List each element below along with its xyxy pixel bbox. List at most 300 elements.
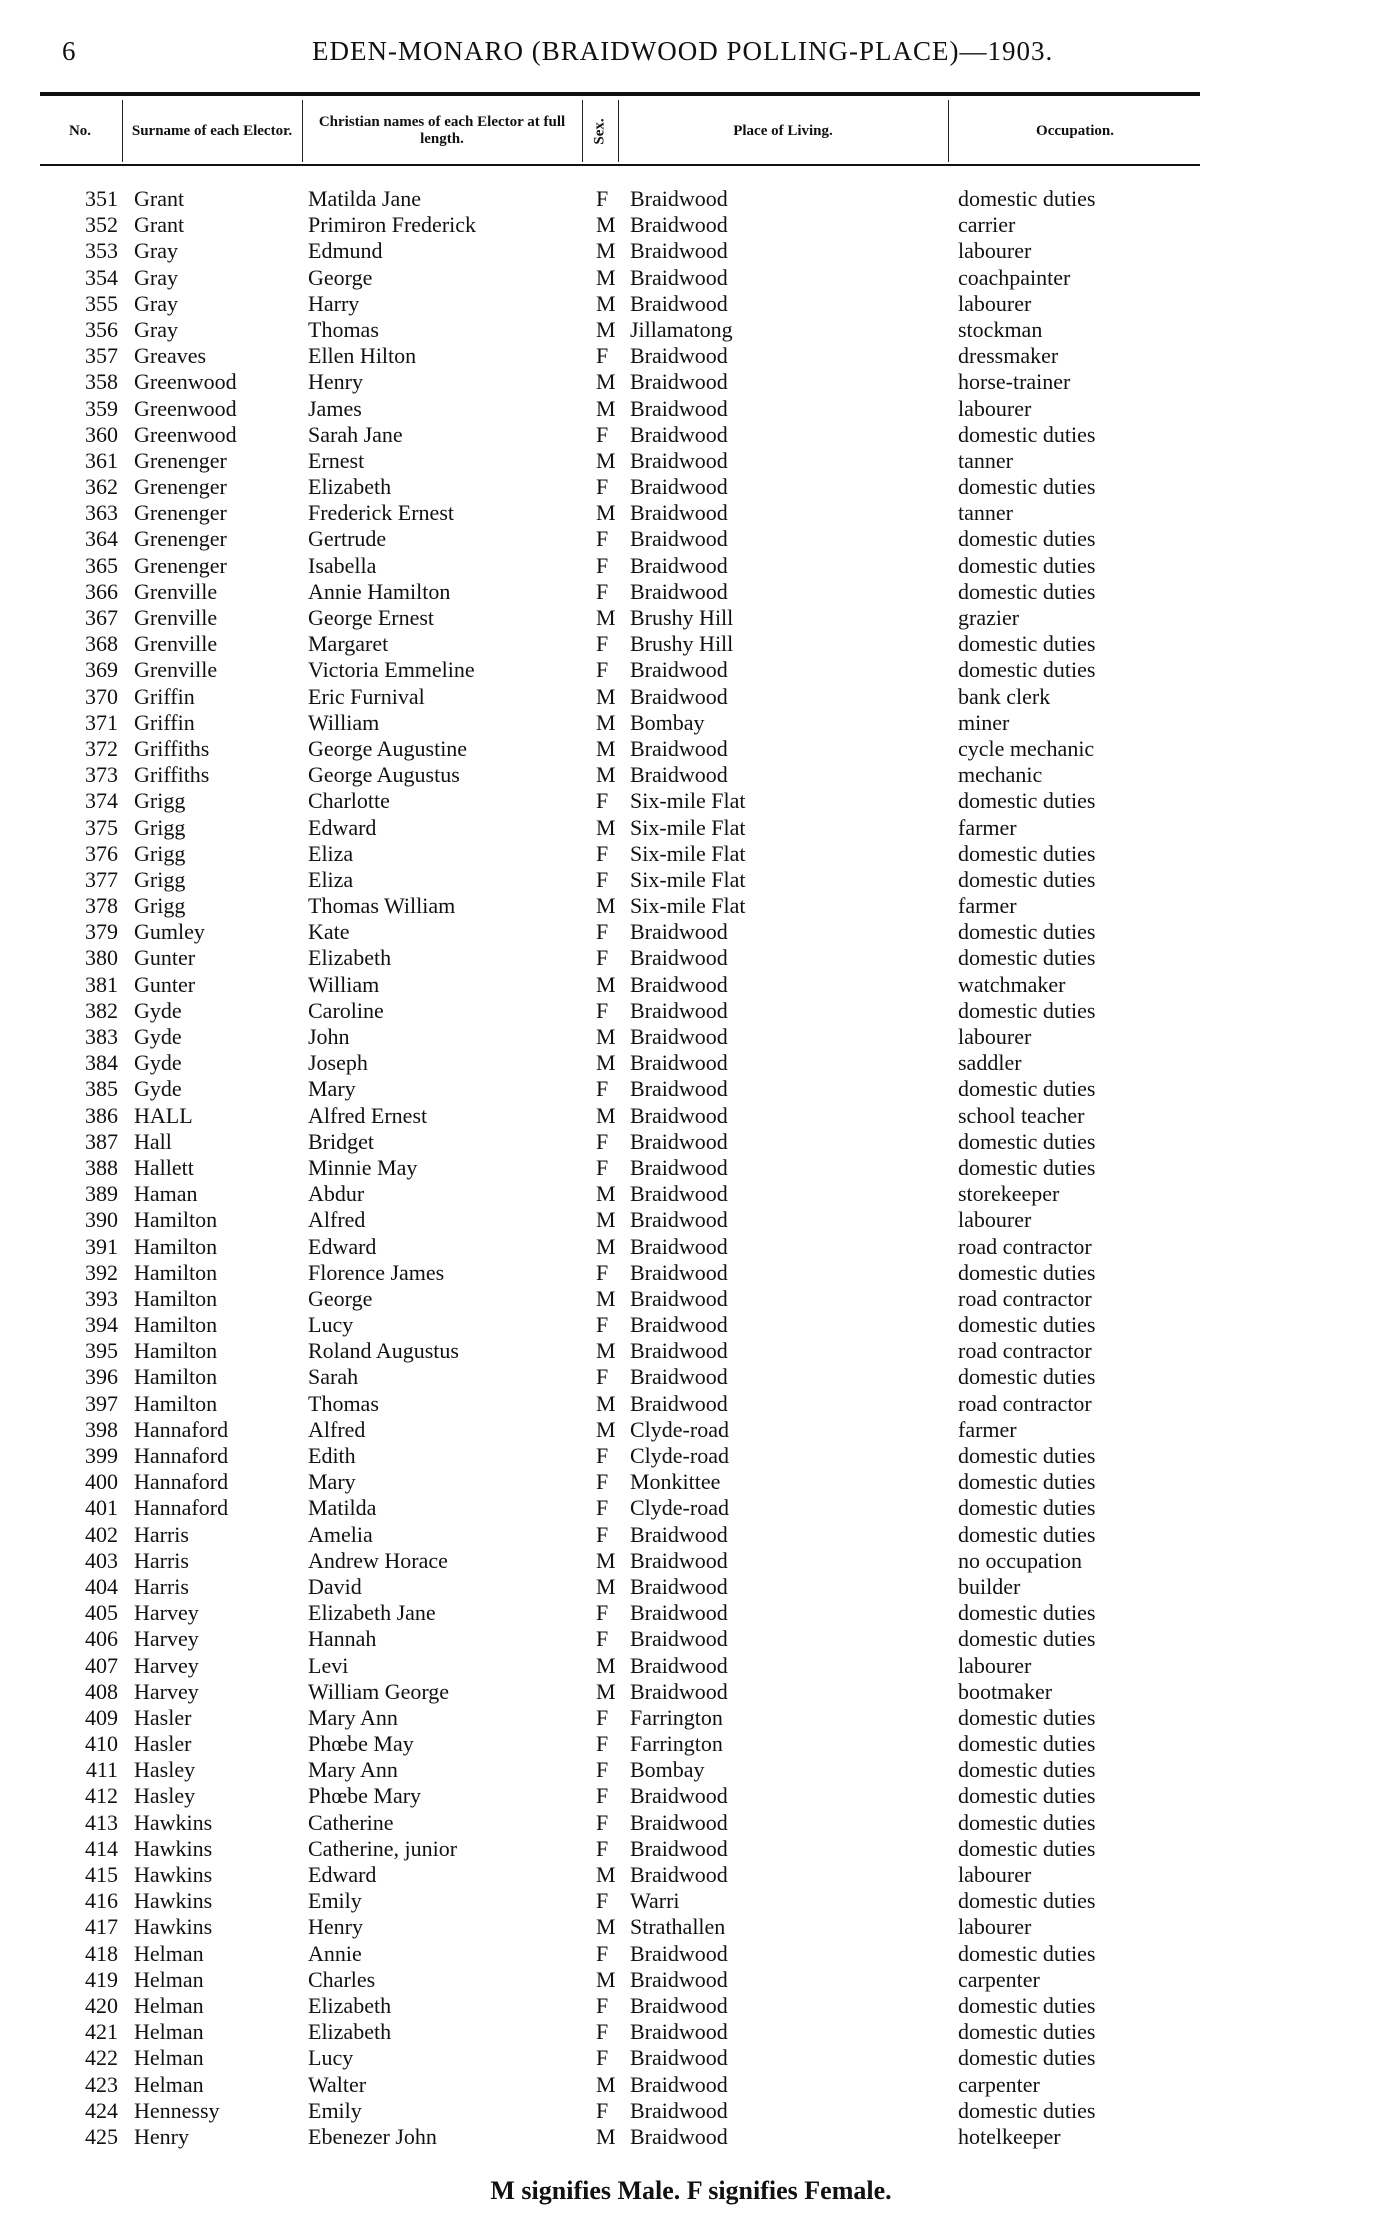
elector-surname: Griffin (134, 683, 195, 709)
elector-christian-names: Mary Ann (308, 1704, 398, 1730)
elector-occupation: domestic duties (958, 186, 1096, 211)
elector-place: Braidwood (630, 578, 728, 604)
elector-christian-names: Edward (308, 1862, 377, 1887)
table-row (0, 448, 1382, 474)
table-row (0, 291, 1382, 317)
elector-sex: M (596, 1652, 616, 1678)
elector-surname: Grigg (134, 788, 186, 814)
elector-sex: F (596, 186, 609, 211)
elector-christian-names: George Augustus (308, 762, 460, 788)
table-row (0, 919, 1382, 945)
elector-occupation: watchmaker (958, 971, 1066, 997)
header-rule-bottom (40, 164, 1200, 166)
elector-occupation: domestic duties (958, 1992, 1096, 2018)
elector-place: Braidwood (630, 1259, 728, 1285)
elector-occupation: farmer (958, 814, 1017, 840)
elector-sex: M (596, 814, 616, 840)
elector-surname: Harvey (134, 1678, 199, 1704)
elector-place: Braidwood (630, 264, 728, 290)
elector-christian-names: Ebenezer John (308, 2123, 437, 2149)
elector-place: Braidwood (630, 1992, 728, 2018)
elector-surname: Hawkins (134, 1862, 213, 1887)
elector-place: Braidwood (630, 1076, 728, 1102)
elector-sex: M (596, 369, 616, 395)
elector-sex: F (596, 997, 609, 1023)
elector-christian-names: Matilda (308, 1495, 377, 1521)
elector-place: Braidwood (630, 1312, 728, 1338)
elector-christian-names: James (308, 395, 362, 421)
page-title: EDEN-MONARO (BRAIDWOOD POLLING-PLACE)—1903. (312, 36, 1054, 66)
elector-christian-names: Edith (308, 1443, 356, 1468)
elector-christian-names: Emily (308, 2097, 362, 2123)
elector-number: 382 (85, 997, 118, 1023)
elector-number: 355 (85, 290, 118, 316)
elector-surname: Gyde (134, 1024, 182, 1049)
elector-number: 425 (85, 2123, 118, 2149)
elector-number: 377 (85, 866, 118, 892)
elector-sex: M (596, 971, 616, 997)
elector-christian-names: Harry (308, 290, 360, 316)
table-row (0, 972, 1382, 998)
elector-place: Braidwood (630, 1626, 728, 1652)
col-header-no: No. (68, 122, 92, 139)
elector-sex: F (596, 552, 609, 578)
elector-christian-names: Henry (308, 369, 363, 395)
elector-number: 392 (85, 1259, 118, 1285)
elector-number: 370 (85, 683, 118, 709)
elector-sex: F (596, 1259, 609, 1285)
elector-occupation: domestic duties (958, 1940, 1096, 1966)
elector-place: Brushy Hill (630, 605, 734, 630)
elector-number: 364 (85, 526, 118, 552)
table-row (0, 1260, 1382, 1286)
table-row (0, 1129, 1382, 1155)
elector-surname: Hannaford (134, 1443, 229, 1468)
elector-surname: Grenville (134, 657, 218, 683)
elector-occupation: domestic duties (958, 2097, 1096, 2123)
elector-surname: Hallett (134, 1154, 194, 1180)
table-row (0, 1155, 1382, 1181)
elector-occupation: domestic duties (958, 1600, 1096, 1626)
elector-occupation: domestic duties (958, 788, 1096, 814)
elector-number: 413 (85, 1809, 118, 1835)
elector-christian-names: Catherine, junior (308, 1835, 458, 1861)
table-row (0, 1679, 1382, 1705)
elector-surname: Helman (134, 1992, 204, 2018)
elector-number: 385 (85, 1076, 118, 1102)
elector-number: 358 (85, 369, 118, 395)
elector-occupation: labourer (958, 238, 1032, 264)
elector-christian-names: Gertrude (308, 526, 387, 552)
elector-christian-names: Alfred (308, 1416, 366, 1442)
table-row (0, 1181, 1382, 1207)
table-row (0, 1364, 1382, 1390)
elector-sex: F (596, 2045, 609, 2071)
elector-christian-names: Eliza (308, 840, 354, 866)
elector-sex: F (596, 1443, 609, 1468)
table-row (0, 369, 1382, 395)
table-row (0, 2124, 1382, 2150)
elector-sex: F (596, 1128, 609, 1154)
elector-occupation: domestic duties (958, 1809, 1096, 1835)
elector-place: Bombay (630, 709, 705, 735)
elector-sex: F (596, 1469, 609, 1495)
elector-place: Braidwood (630, 1966, 728, 1992)
elector-place: Braidwood (630, 1154, 728, 1180)
table-row (0, 1914, 1382, 1940)
elector-occupation: domestic duties (958, 945, 1096, 971)
elector-number: 376 (85, 840, 118, 866)
elector-place: Braidwood (630, 1128, 728, 1154)
table-row (0, 500, 1382, 526)
table-row (0, 526, 1382, 552)
elector-surname: Greaves (134, 343, 207, 369)
elector-christian-names: Catherine (308, 1809, 394, 1835)
page-header (62, 28, 1242, 72)
elector-surname: Gray (134, 316, 178, 342)
elector-occupation: labourer (958, 1652, 1032, 1678)
elector-surname: Hamilton (134, 1338, 218, 1364)
elector-place: Farrington (630, 1731, 723, 1757)
elector-surname: Gyde (134, 997, 182, 1023)
elector-occupation: dressmaker (958, 343, 1059, 369)
elector-christian-names: Caroline (308, 997, 384, 1023)
table-row (0, 736, 1382, 762)
elector-number: 356 (85, 316, 118, 342)
elector-place: Braidwood (630, 526, 728, 552)
elector-surname: Hasler (134, 1704, 192, 1730)
elector-number: 402 (85, 1521, 118, 1547)
elector-surname: Gunter (134, 945, 196, 971)
elector-sex: M (596, 2071, 616, 2097)
elector-occupation: bootmaker (958, 1678, 1053, 1704)
table-row (0, 1653, 1382, 1679)
elector-surname: Grenenger (134, 474, 227, 500)
elector-christian-names: Elizabeth (308, 474, 392, 500)
elector-sex: F (596, 1076, 609, 1102)
elector-christian-names: John (308, 1024, 350, 1049)
table-row (0, 212, 1382, 238)
elector-surname: Grenenger (134, 500, 227, 526)
col-header-christian: Christian names of each Elector at full length. (318, 114, 566, 147)
elector-surname: Gray (134, 238, 178, 264)
elector-number: 354 (85, 264, 118, 290)
elector-sex: F (596, 2019, 609, 2045)
elector-sex: F (596, 1600, 609, 1626)
table-row (0, 1574, 1382, 1600)
elector-surname: Helman (134, 2071, 204, 2097)
elector-surname: Hasley (134, 1783, 196, 1809)
elector-place: Farrington (630, 1704, 723, 1730)
elector-christian-names: Victoria Emmeline (308, 657, 475, 683)
elector-sex: F (596, 578, 609, 604)
col-header-surname: Surname of each Elector. (131, 122, 293, 139)
elector-occupation: domestic duties (958, 2019, 1096, 2045)
elector-occupation: builder (958, 1573, 1021, 1599)
elector-occupation: domestic duties (958, 1312, 1096, 1338)
table-row (0, 1207, 1382, 1233)
elector-sex: M (596, 605, 616, 630)
elector-place: Clyde-road (630, 1443, 729, 1468)
elector-place: Braidwood (630, 1809, 728, 1835)
elector-occupation: coachpainter (958, 264, 1071, 290)
elector-christian-names: Ellen Hilton (308, 343, 417, 369)
elector-place: Braidwood (630, 2097, 728, 2123)
elector-number: 422 (85, 2045, 118, 2071)
elector-number: 411 (85, 1757, 118, 1783)
elector-number: 386 (85, 1102, 118, 1128)
elector-number: 390 (85, 1207, 118, 1233)
elector-christian-names: Edward (308, 1233, 377, 1259)
elector-place: Braidwood (630, 2123, 728, 2149)
elector-place: Monkittee (630, 1469, 721, 1495)
elector-sex: F (596, 1783, 609, 1809)
elector-occupation: domestic duties (958, 1154, 1096, 1180)
table-row (0, 1967, 1382, 1993)
elector-sex: F (596, 1757, 609, 1783)
elector-place: Jillamatong (630, 316, 733, 342)
elector-occupation: labourer (958, 1207, 1032, 1233)
elector-christian-names: Roland Augustus (308, 1338, 459, 1364)
elector-occupation: road contractor (958, 1233, 1092, 1259)
elector-surname: Grigg (134, 866, 186, 892)
table-row (0, 1338, 1382, 1364)
elector-occupation: domestic duties (958, 1521, 1096, 1547)
elector-occupation: domestic duties (958, 1783, 1096, 1809)
elector-place: Braidwood (630, 1573, 728, 1599)
elector-number: 351 (85, 186, 118, 211)
elector-sex: F (596, 1626, 609, 1652)
col-header-sex-cell (584, 100, 616, 162)
elector-surname: Hamilton (134, 1364, 218, 1390)
elector-surname: Grigg (134, 814, 186, 840)
table-row (0, 605, 1382, 631)
elector-surname: Hannaford (134, 1469, 229, 1495)
elector-christian-names: Andrew Horace (308, 1547, 448, 1573)
elector-place: Braidwood (630, 1050, 728, 1076)
elector-place: Braidwood (630, 552, 728, 578)
elector-surname: Henry (134, 2123, 189, 2149)
electoral-roll-table (0, 186, 1382, 2150)
col-divider (582, 100, 583, 162)
elector-christian-names: Thomas (308, 1390, 379, 1416)
elector-surname: Hawkins (134, 1914, 213, 1940)
elector-surname: Hawkins (134, 1888, 213, 1914)
elector-sex: F (596, 657, 609, 683)
elector-number: 388 (85, 1154, 118, 1180)
elector-place: Braidwood (630, 657, 728, 683)
elector-surname: Hawkins (134, 1809, 213, 1835)
elector-occupation: road contractor (958, 1338, 1092, 1364)
elector-surname: Helman (134, 2045, 204, 2071)
elector-place: Six-mile Flat (630, 840, 746, 866)
elector-number: 421 (85, 2019, 118, 2045)
elector-occupation: domestic duties (958, 578, 1096, 604)
elector-sex: M (596, 447, 616, 473)
elector-occupation: domestic duties (958, 997, 1096, 1023)
elector-place: Braidwood (630, 1285, 728, 1311)
elector-occupation: labourer (958, 1024, 1032, 1049)
elector-number: 379 (85, 919, 118, 945)
table-row (0, 1600, 1382, 1626)
page-number: 6 (62, 36, 77, 66)
elector-number: 369 (85, 657, 118, 683)
elector-number: 418 (85, 1940, 118, 1966)
elector-number: 387 (85, 1128, 118, 1154)
table-row (0, 945, 1382, 971)
elector-sex: F (596, 919, 609, 945)
elector-christian-names: Edmund (308, 238, 383, 264)
elector-surname: Greenwood (134, 421, 237, 447)
elector-surname: Hawkins (134, 1835, 213, 1861)
table-row (0, 1862, 1382, 1888)
elector-occupation: mechanic (958, 762, 1043, 788)
elector-sex: M (596, 1416, 616, 1442)
elector-christian-names: Mary Ann (308, 1757, 398, 1783)
elector-surname: Grenville (134, 578, 218, 604)
elector-christian-names: Abdur (308, 1181, 365, 1207)
elector-occupation: domestic duties (958, 474, 1096, 500)
elector-sex: M (596, 709, 616, 735)
elector-number: 403 (85, 1547, 118, 1573)
elector-number: 389 (85, 1181, 118, 1207)
elector-sex: M (596, 290, 616, 316)
elector-christian-names: Emily (308, 1888, 362, 1914)
elector-occupation: labourer (958, 395, 1032, 421)
elector-number: 412 (85, 1783, 118, 1809)
elector-sex: F (596, 1704, 609, 1730)
table-row (0, 1286, 1382, 1312)
table-row (0, 1626, 1382, 1652)
elector-number: 375 (85, 814, 118, 840)
elector-number: 371 (85, 709, 118, 735)
elector-surname: Harvey (134, 1652, 199, 1678)
elector-christian-names: Joseph (308, 1050, 368, 1076)
elector-occupation: domestic duties (958, 657, 1096, 683)
elector-sex: M (596, 1390, 616, 1416)
elector-place: Braidwood (630, 1652, 728, 1678)
elector-christian-names: Sarah (308, 1364, 359, 1390)
elector-surname: Griffiths (134, 762, 210, 788)
elector-christian-names: Ernest (308, 447, 365, 473)
elector-occupation: carrier (958, 212, 1016, 238)
table-row (0, 2045, 1382, 2071)
col-divider (122, 100, 123, 162)
table-row (0, 1469, 1382, 1495)
elector-sex: M (596, 500, 616, 526)
table-row (0, 579, 1382, 605)
col-header-place: Place of Living. (733, 122, 833, 139)
elector-place: Braidwood (630, 1102, 728, 1128)
elector-place: Braidwood (630, 1521, 728, 1547)
elector-number: 373 (85, 762, 118, 788)
elector-number: 395 (85, 1338, 118, 1364)
elector-place: Braidwood (630, 2071, 728, 2097)
elector-place: Six-mile Flat (630, 866, 746, 892)
elector-christian-names: Elizabeth (308, 945, 392, 971)
elector-place: Strathallen (630, 1914, 726, 1940)
elector-occupation: hotelkeeper (958, 2123, 1061, 2149)
elector-sex: F (596, 1154, 609, 1180)
elector-sex: F (596, 2097, 609, 2123)
elector-number: 420 (85, 1992, 118, 2018)
table-row (0, 1548, 1382, 1574)
elector-number: 384 (85, 1050, 118, 1076)
elector-number: 414 (85, 1835, 118, 1861)
elector-christian-names: Elizabeth Jane (308, 1600, 436, 1626)
elector-surname: Hannaford (134, 1495, 229, 1521)
elector-occupation: domestic duties (958, 1259, 1096, 1285)
elector-christian-names: Matilda Jane (308, 186, 422, 211)
elector-place: Braidwood (630, 1207, 728, 1233)
elector-sex: F (596, 631, 609, 657)
elector-occupation: domestic duties (958, 552, 1096, 578)
elector-christian-names: Frederick Ernest (308, 500, 454, 526)
elector-sex: M (596, 1914, 616, 1940)
elector-surname: Griffin (134, 709, 195, 735)
elector-christian-names: Edward (308, 814, 377, 840)
elector-sex: M (596, 1338, 616, 1364)
elector-occupation: horse-trainer (958, 369, 1071, 395)
elector-number: 361 (85, 447, 118, 473)
elector-christian-names: David (308, 1573, 362, 1599)
elector-sex: M (596, 683, 616, 709)
elector-occupation: domestic duties (958, 526, 1096, 552)
table-row (0, 710, 1382, 736)
elector-sex: M (596, 1207, 616, 1233)
table-row (0, 1443, 1382, 1469)
elector-occupation: school teacher (958, 1102, 1085, 1128)
elector-surname: HALL (134, 1102, 193, 1128)
table-row (0, 998, 1382, 1024)
table-row (0, 265, 1382, 291)
elector-place: Braidwood (630, 997, 728, 1023)
elector-surname: Grenville (134, 631, 218, 657)
elector-place: Six-mile Flat (630, 788, 746, 814)
table-row (0, 631, 1382, 657)
table-row (0, 867, 1382, 893)
elector-occupation: tanner (958, 447, 1013, 473)
table-row (0, 1312, 1382, 1338)
table-row (0, 396, 1382, 422)
elector-number: 401 (85, 1495, 118, 1521)
elector-occupation: grazier (958, 605, 1020, 630)
elector-occupation: stockman (958, 316, 1043, 342)
elector-occupation: no occupation (958, 1547, 1083, 1573)
elector-place: Braidwood (630, 2045, 728, 2071)
elector-christian-names: Margaret (308, 631, 389, 657)
elector-surname: Grenenger (134, 447, 227, 473)
elector-number: 409 (85, 1704, 118, 1730)
table-row (0, 474, 1382, 500)
elector-christian-names: George (308, 1285, 373, 1311)
elector-christian-names: Kate (308, 919, 350, 945)
table-row (0, 317, 1382, 343)
elector-occupation: cycle mechanic (958, 735, 1095, 761)
elector-sex: F (596, 1364, 609, 1390)
elector-christian-names: Eliza (308, 866, 354, 892)
elector-number: 393 (85, 1285, 118, 1311)
table-row (0, 1941, 1382, 1967)
table-row (0, 1836, 1382, 1862)
elector-sex: F (596, 526, 609, 552)
elector-surname: Gumley (134, 919, 205, 945)
elector-number: 352 (85, 212, 118, 238)
elector-occupation: domestic duties (958, 1757, 1096, 1783)
elector-sex: M (596, 1285, 616, 1311)
elector-place: Braidwood (630, 474, 728, 500)
elector-occupation: road contractor (958, 1285, 1092, 1311)
